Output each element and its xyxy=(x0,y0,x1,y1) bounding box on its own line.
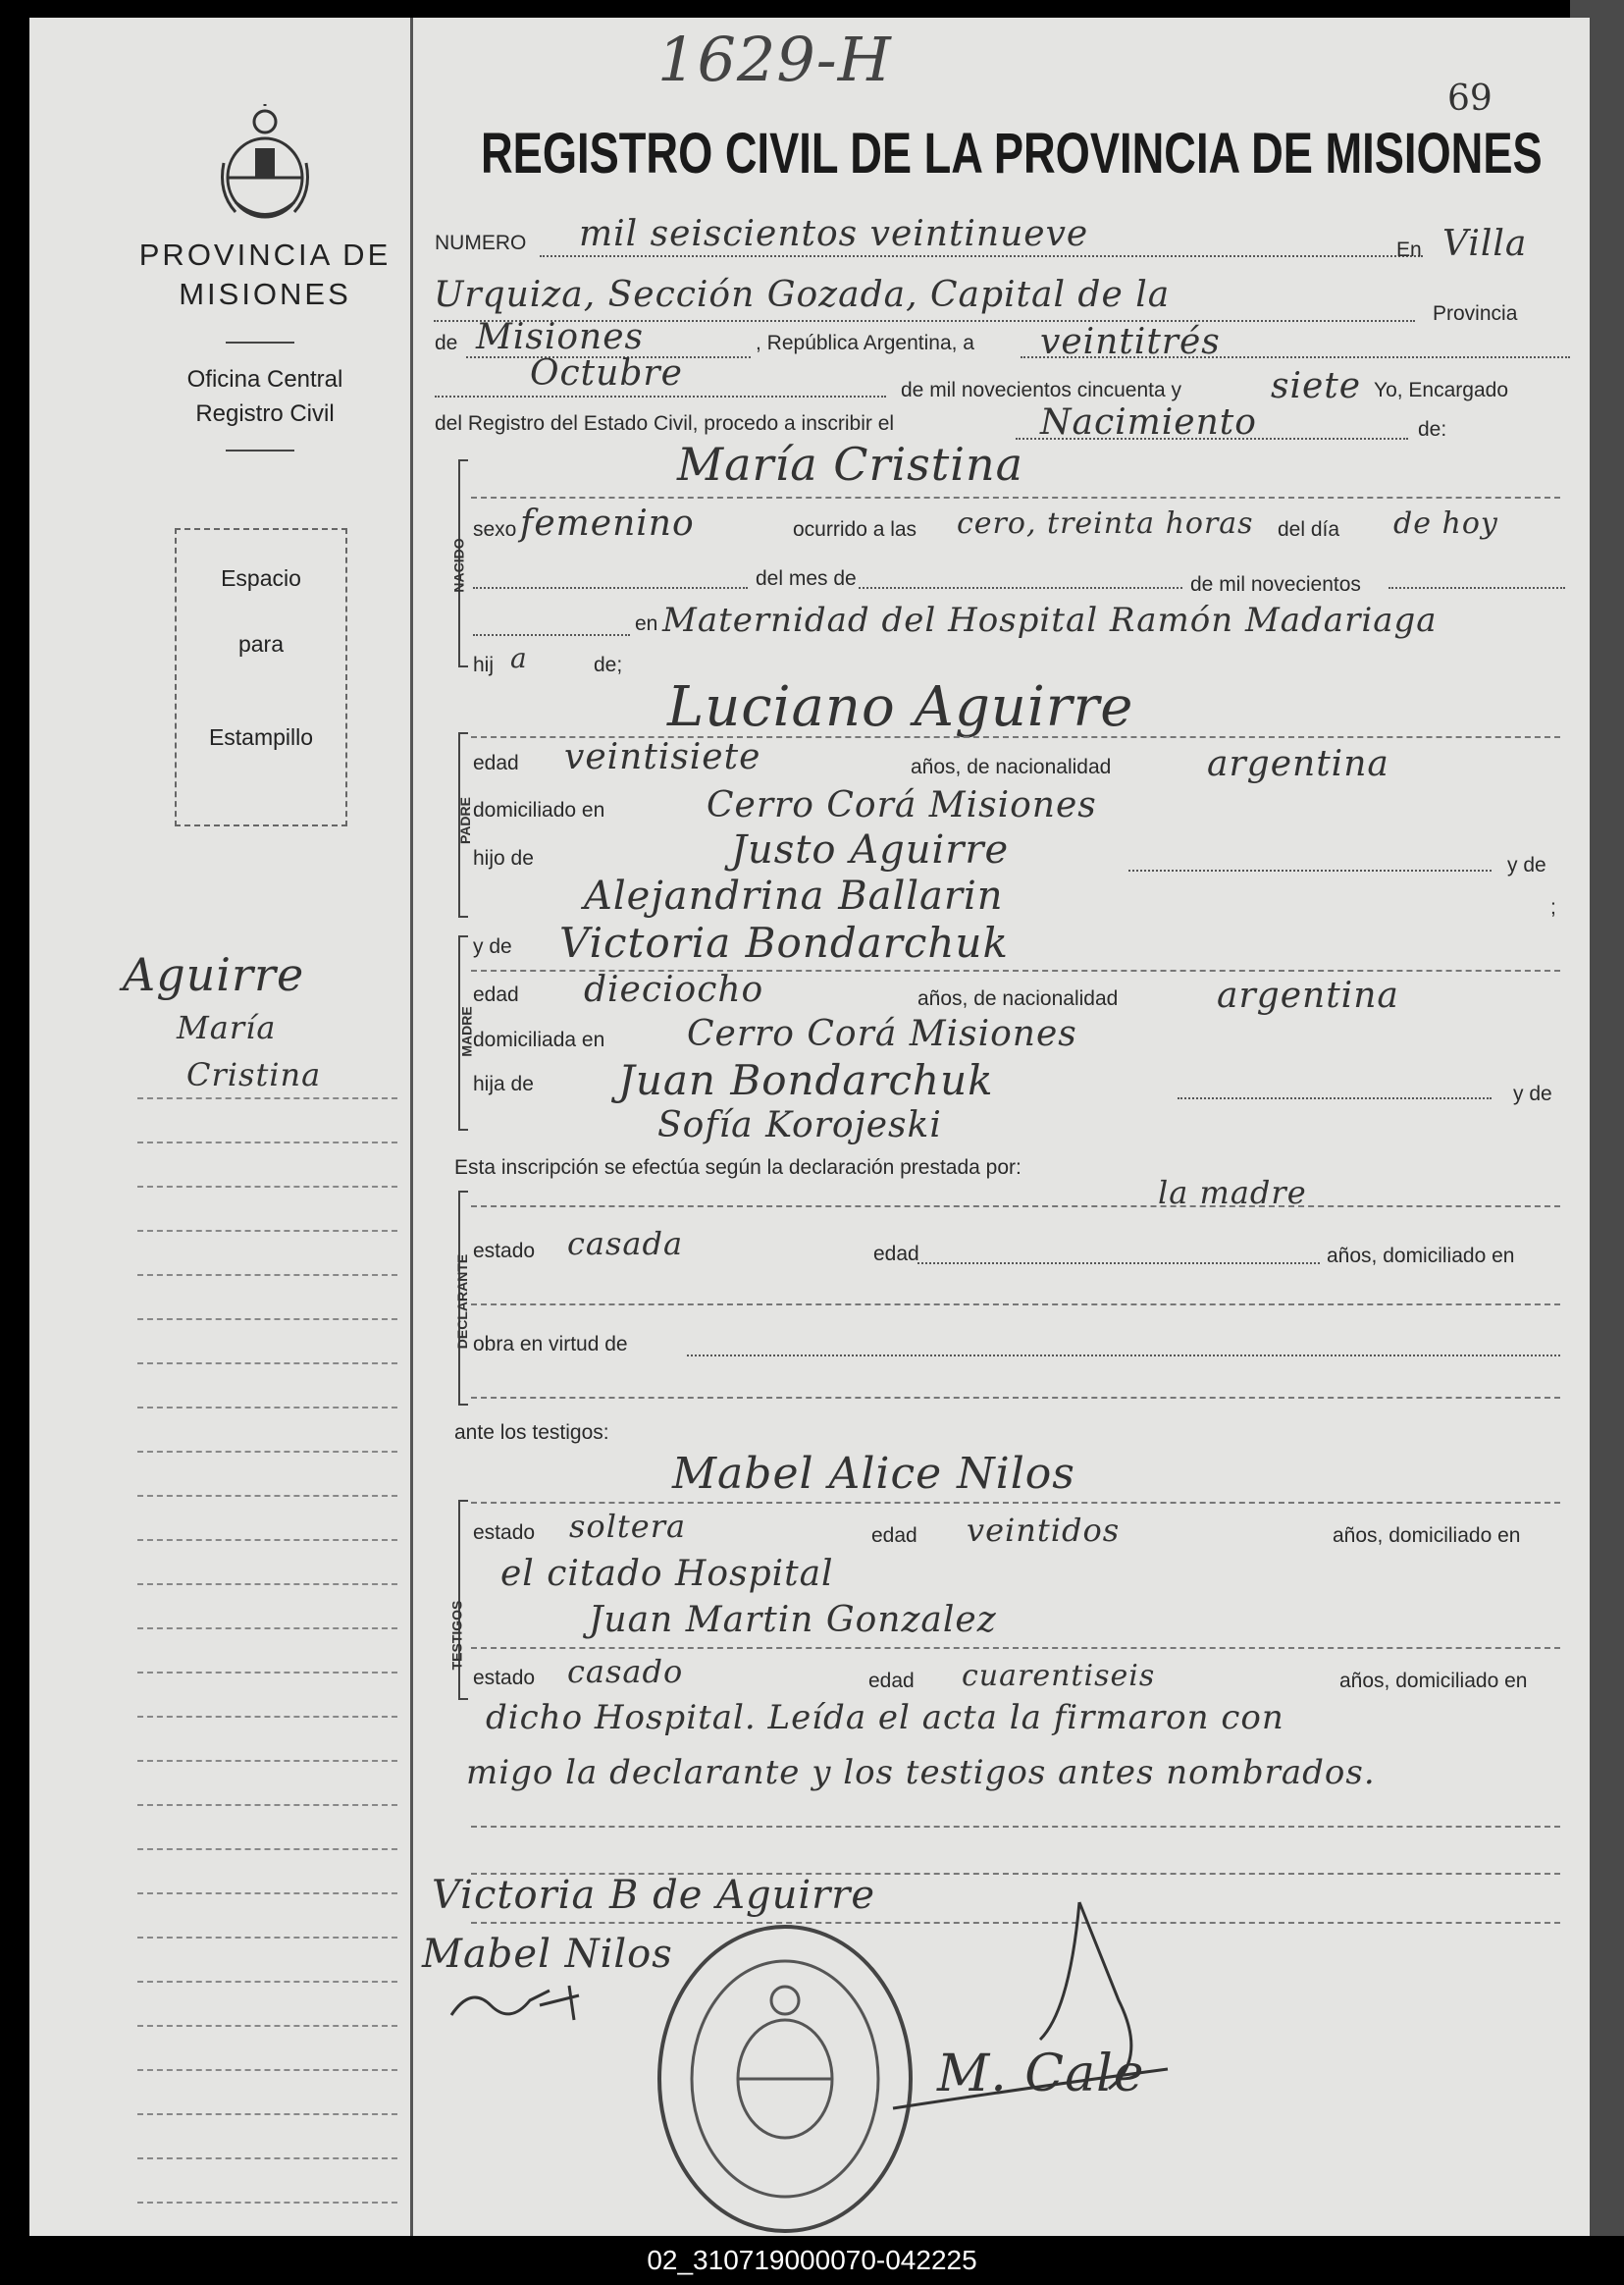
margin-note-name1: María xyxy=(177,1009,277,1046)
closing-line2: migo la declarante y los testigos antes nombrados. xyxy=(466,1753,1376,1792)
file-id-footer: 02_310719000070-042225 xyxy=(0,2236,1624,2285)
dashline xyxy=(471,1397,1560,1399)
w2-anos-label: años, domiciliado en xyxy=(1339,1670,1528,1692)
sidebar-divider xyxy=(226,450,294,452)
ocurrido-label: ocurrido a las xyxy=(793,518,917,541)
sexo-value: femenino xyxy=(520,504,695,544)
page-number: 69 xyxy=(1447,79,1493,119)
locality-value: Urquiza, Sección Gozada, Capital de la xyxy=(434,275,1171,315)
de-label: de xyxy=(435,332,458,354)
stamp-box-line2: para xyxy=(237,631,285,657)
padre-anos-label: años, de nacionalidad xyxy=(911,756,1112,778)
dotline xyxy=(473,634,630,636)
mes-label: del mes de xyxy=(756,567,857,590)
dotline xyxy=(1178,1097,1492,1099)
padre-end-mark: ; xyxy=(1550,896,1556,919)
padre-domicilio-value: Cerro Corá Misiones xyxy=(707,785,1097,825)
padre-domicilio-label: domiciliado en xyxy=(473,799,605,822)
margin-note-surname: Aguirre xyxy=(123,948,305,1001)
office-line1: Oficina Central xyxy=(186,366,343,393)
month-value: Octubre xyxy=(530,353,683,394)
w1-estado-value: soltera xyxy=(569,1508,687,1545)
dashline xyxy=(471,497,1560,499)
en-place-label: en xyxy=(635,612,658,635)
numero-value: mil seiscientos veintinueve xyxy=(579,214,1089,254)
madre-father: Juan Bondarchuk xyxy=(618,1056,994,1104)
w2-estado-label: estado xyxy=(473,1667,536,1689)
republica-label: , República Argentina, a xyxy=(756,332,974,354)
dotline xyxy=(687,1355,1560,1356)
padre-nacionalidad: argentina xyxy=(1207,744,1389,784)
stamp-box-line3: Estampillo xyxy=(208,724,314,750)
sidebar-divider xyxy=(226,342,294,344)
witness1-name: Mabel Alice Nilos xyxy=(672,1449,1075,1499)
w1-domicilio: el citado Hospital xyxy=(500,1554,834,1594)
testigos-label: ante los testigos: xyxy=(454,1421,609,1444)
de2-label: de: xyxy=(1418,418,1447,441)
padre-mother: Alejandrina Ballarin xyxy=(584,874,1004,919)
hijo-suffix: a xyxy=(510,642,528,674)
dotline xyxy=(473,587,748,589)
stamp-box-line1: Espacio xyxy=(221,565,301,591)
document-page xyxy=(29,18,1590,2236)
w1-edad-label: edad xyxy=(871,1524,917,1547)
declarante-anos-label: años, domiciliado en xyxy=(1327,1245,1515,1267)
hour-value: cero, treinta horas xyxy=(957,506,1254,541)
signature-mother: Victoria B de Aguirre xyxy=(432,1873,876,1918)
year-label: de mil novecientos cincuenta y xyxy=(901,379,1181,401)
madre-y-de-label: y de xyxy=(473,935,512,958)
day-value: veintitrés xyxy=(1040,322,1221,362)
padre-father: Justo Aguirre xyxy=(731,827,1010,873)
signature-registrar: M. Cale xyxy=(937,2045,1145,2103)
handwritten-record-number: 1629-H xyxy=(657,24,892,95)
numero-label: NUMERO xyxy=(435,232,527,254)
declarante-edad-label: edad xyxy=(873,1243,919,1265)
sexo-label: sexo xyxy=(473,518,517,541)
mother-name: Victoria Bondarchuk xyxy=(559,919,1009,967)
coat-of-arms-icon xyxy=(216,104,314,227)
w2-edad-label: edad xyxy=(868,1670,915,1692)
father-name: Luciano Aguirre xyxy=(667,675,1134,739)
madre-anos-label: años, de nacionalidad xyxy=(917,987,1119,1010)
dia-label: del día xyxy=(1278,518,1340,541)
child-name: María Cristina xyxy=(677,438,1024,491)
madre-domicilio-label: domiciliada en xyxy=(473,1029,605,1051)
hijo-de-label: de; xyxy=(594,654,623,676)
province-label: PROVINCIA DE MISIONES xyxy=(138,238,392,311)
dotline xyxy=(435,396,886,398)
de-value: Misiones xyxy=(476,317,645,357)
witness2-name: Juan Martin Gonzalez xyxy=(589,1600,997,1640)
declarante-estado-label: estado xyxy=(473,1240,536,1262)
dashline xyxy=(471,1205,1560,1207)
dia-value: de hoy xyxy=(1393,506,1498,541)
madre-nacionalidad: argentina xyxy=(1217,976,1399,1016)
madre-y-de2-label: y de xyxy=(1513,1083,1552,1105)
w1-estado-label: estado xyxy=(473,1521,536,1544)
dotline xyxy=(1016,438,1408,440)
nacido-section-label: NACIDO xyxy=(450,538,467,593)
obra-label: obra en virtud de xyxy=(473,1333,628,1355)
padre-edad-label: edad xyxy=(473,752,519,774)
w2-estado-value: casado xyxy=(567,1653,684,1690)
registro-label: del Registro del Estado Civil, procedo a inscribir el xyxy=(435,412,895,435)
madre-edad-label: edad xyxy=(473,983,519,1006)
madre-section-label: MADRE xyxy=(458,1006,475,1057)
signature-witness1: Mabel Nilos xyxy=(422,1932,673,1977)
padre-edad-value: veintisiete xyxy=(564,737,761,777)
birth-place: Maternidad del Hospital Ramón Madariaga xyxy=(662,601,1438,640)
madre-mother: Sofía Korojeski xyxy=(657,1105,942,1145)
dashline xyxy=(471,1826,1560,1828)
closing-line1: dicho Hospital. Leída el acta la firmaron con xyxy=(486,1698,1284,1737)
padre-section-label: PADRE xyxy=(456,797,473,844)
en-label: En xyxy=(1396,239,1422,261)
w2-edad-value: cuarentiseis xyxy=(962,1659,1156,1693)
provincia-label: Provincia xyxy=(1433,302,1518,325)
year-value: siete xyxy=(1271,366,1362,406)
padre-y-de-label: y de xyxy=(1507,854,1546,877)
signature-witness2 xyxy=(442,1976,599,2035)
testigos-section-label: TESTIGOS xyxy=(448,1600,465,1671)
w1-anos-label: años, domiciliado en xyxy=(1333,1524,1521,1547)
madre-domicilio-value: Cerro Corá Misiones xyxy=(687,1014,1077,1054)
act-value: Nacimiento xyxy=(1040,402,1257,443)
declaracion-label: Esta inscripción se efectúa según la declaración prestada por: xyxy=(454,1156,1022,1179)
column-divider xyxy=(410,18,413,2236)
office-line2: Registro Civil xyxy=(195,400,335,427)
dotline xyxy=(1388,587,1565,589)
madre-edad-value: dieciocho xyxy=(584,970,764,1010)
dotline xyxy=(917,1262,1320,1264)
declarante-section-label: DECLARANTE xyxy=(454,1253,471,1350)
registrar-flourish xyxy=(873,1863,1266,2157)
madre-hija-de-label: hija de xyxy=(473,1073,534,1095)
dotline xyxy=(540,255,1423,257)
margin-note-name2: Cristina xyxy=(186,1056,322,1093)
encargado-label: Yo, Encargado xyxy=(1374,379,1509,401)
dotline xyxy=(859,587,1182,589)
padre-hijo-de-label: hijo de xyxy=(473,847,534,870)
dotline xyxy=(1128,870,1492,872)
document-title: REGISTRO CIVIL DE LA PROVINCIA DE MISIONES xyxy=(481,122,1543,186)
en-value: Villa xyxy=(1442,224,1528,264)
dotline xyxy=(1021,356,1570,358)
dashline xyxy=(471,1647,1560,1649)
dashline xyxy=(471,1502,1560,1504)
left-sidebar xyxy=(29,18,412,2236)
declarante-estado-value: casada xyxy=(567,1225,684,1262)
w1-edad-value: veintidos xyxy=(967,1512,1121,1549)
novecientos-label: de mil novecientos xyxy=(1190,573,1361,596)
dashline xyxy=(471,1303,1560,1305)
declarante-value: la madre xyxy=(1158,1174,1307,1211)
hijo-label: hij xyxy=(473,654,495,676)
